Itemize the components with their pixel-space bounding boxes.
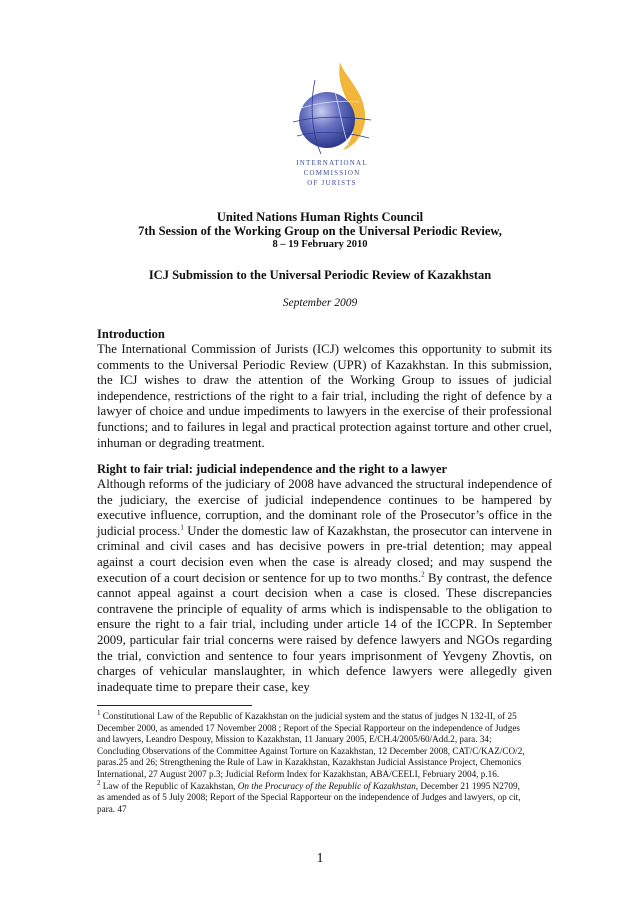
footnote-2-text-before: Law of the Republic of Kazakhstan,	[100, 780, 238, 791]
document-title: ICJ Submission to the Universal Periodic Review of Kazakhstan	[148, 268, 492, 282]
page-number: 1	[316, 851, 324, 866]
fair-trial-text-2: Under the domestic law of Kazakhstan, the prosecutor can intervene in criminal and civil cases and has decisive powers in pre-trial detention; may appeal against a court decision even when the case is already closed; and may suspend the execution of a court decision or sentence for up to two months.	[97, 523, 553, 585]
header-council: United Nations Human Rights Council	[216, 210, 424, 224]
introduction-paragraph: The International Commission of Jurists (ICJ) welcomes this opportunity to submit its comments to the Universal Periodic Review (UPR) of Kazakhstan. In this submission, the ICJ wishes to draw the attention of the Working Group to issues of judicial independence, restrictions of the right to a fair trial, including the right of defence by a lawyer of choice and undue impediments to lawyers in the exercise of their professional functions; and to failures in legal and practical protection against torture and other cruel, inhuman or degrading treatment.	[97, 342, 552, 450]
logo-line-2: COMMISSION	[303, 169, 361, 177]
fair-trial-paragraph	[97, 477, 552, 695]
fair-trial-text-3: By contrast, the defence cannot appeal against a court decision when a case is closed. These discrepancies contravene the principle of equality of arms which is indispensable to the obligation to ensure the right to a fair trial, including under article 14 of the ICCPR. In September 2009, particular fair trial concerns were raised by defence lawyers and NGOs regarding the trial, conviction and sentence to four years imprisonment of Yevgeny Zhovtis, on charges of vehicular manslaughter, in which defence lawyers were allegedly given inadequate time to prepare their case, key	[97, 570, 552, 694]
document-date: September 2009	[282, 297, 358, 309]
footnote-1-text: Constitutional Law of the Republic of Kazakhstan on the judicial system and the status of judges N 132-II, of 25 December 2000, as amended 17 November 2008 ; Report of the Special Rapporteur on the independence of Judges and lawyers, Leandro Despouy, Mission to Kazakhstan, 11 January 2005, E/CH.4/2005/60/Add.2, para. 34; Concluding Observations of the Committee Against Torture on Kazakhstan, 12 December 2008, CAT/C/KAZ/CO/2, paras.25 and 26; Strengthening the Rule of Law in Kazakhstan, Kazakhstan Judicial Assistance Project, Chemonics International, 27 August 2007 p.3; Judicial Reform Index for Kazakhstan, ABA/CEELI, February 2004, p.16.	[97, 711, 525, 779]
footnote-ref-1[interactable]: 1	[180, 523, 184, 532]
footnote-2-italic-title: On the Procuracy of the Republic of Kazakhstan	[237, 780, 416, 791]
logo-line-3: OF JURISTS	[307, 179, 357, 187]
section-heading-fair-trial: Right to fair trial: judicial independence and the right to a lawyer	[97, 462, 448, 476]
fair-trial-text-1: Although reforms of the judiciary of 2008 have advanced the structural independence of the judiciary, the exercise of judicial independence continues to be hampered by executive influence, corruption, and the dominant role of the Prosecutor’s office in the judicial process.	[97, 477, 552, 538]
footnote-1-number: 1	[97, 708, 101, 717]
globe-flame-icon	[285, 58, 375, 158]
footnote-1	[97, 708, 527, 781]
footnote-2	[97, 778, 527, 816]
section-heading-introduction: Introduction	[97, 327, 165, 341]
logo-line-1: INTERNATIONAL	[296, 159, 368, 167]
footnote-separator	[97, 705, 252, 706]
footnotes	[97, 708, 527, 815]
footnote-ref-2[interactable]: 2	[421, 570, 425, 579]
header-dates: 8 – 19 February 2010	[272, 239, 368, 250]
footnote-2-text-after: , December 21 1995 N2709, as amended as of 5 July 2008; Report of the Special Rapporteur on the independence of Judges and lawyers, op cit, para. 47	[97, 780, 521, 814]
logo-text	[292, 158, 372, 188]
header-session: 7th Session of the Working Group on the Universal Periodic Review,	[138, 224, 502, 238]
footnote-2-number: 2	[97, 778, 101, 787]
